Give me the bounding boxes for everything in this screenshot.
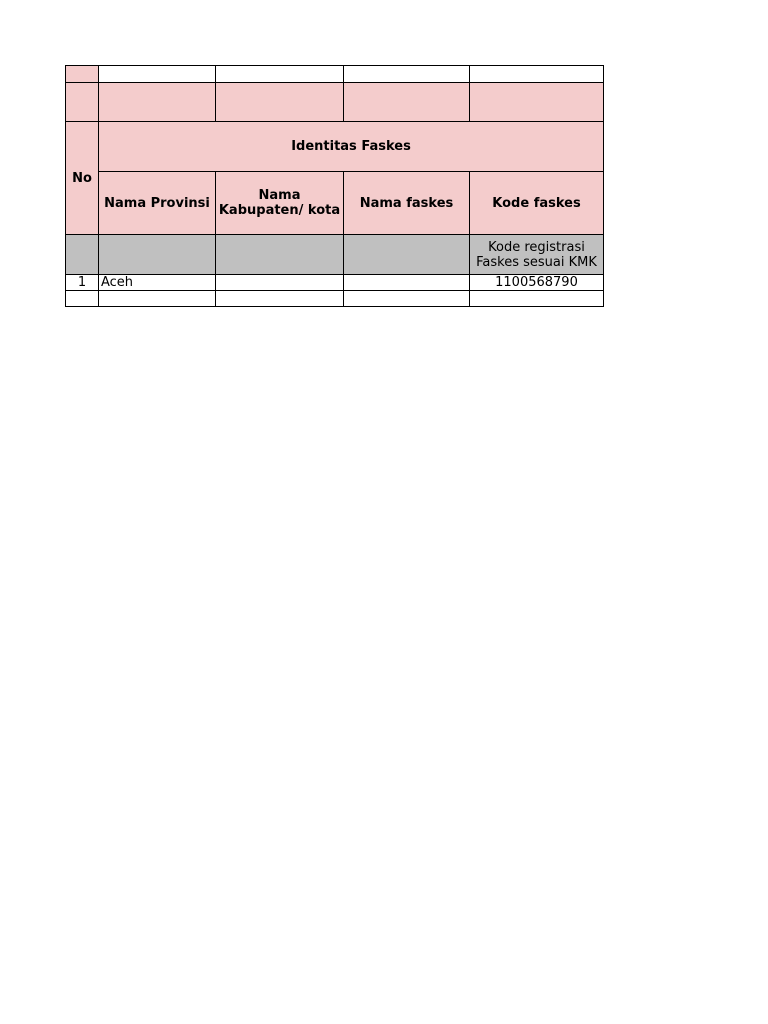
cell[interactable]: [66, 235, 99, 275]
table-row-empty: [66, 291, 604, 307]
cell[interactable]: [216, 235, 344, 275]
header-nama-provinsi[interactable]: Nama Provinsi: [99, 172, 216, 235]
cell[interactable]: [470, 291, 604, 307]
cell[interactable]: [66, 83, 99, 122]
header-columns-row: [66, 172, 604, 235]
cell[interactable]: [470, 83, 604, 122]
row-provinsi[interactable]: Aceh: [99, 275, 216, 291]
cell[interactable]: [216, 66, 344, 83]
cell[interactable]: [66, 291, 99, 307]
table-row: [66, 275, 604, 291]
cell[interactable]: [99, 291, 216, 307]
sheet-row-pink-blank: [66, 83, 604, 122]
sheet-row-empty-top: [66, 66, 604, 83]
cell[interactable]: [216, 83, 344, 122]
cell[interactable]: [344, 235, 470, 275]
row-kabupaten[interactable]: [216, 275, 344, 291]
header-no[interactable]: No: [66, 122, 99, 235]
header-nama-faskes[interactable]: Nama faskes: [344, 172, 470, 235]
header-identitas-faskes[interactable]: Identitas Faskes: [99, 122, 604, 172]
cell[interactable]: [99, 83, 216, 122]
cell[interactable]: [66, 66, 99, 83]
row-kode[interactable]: 1100568790: [470, 275, 604, 291]
cell[interactable]: [344, 291, 470, 307]
note-row: [66, 235, 604, 275]
row-no[interactable]: 1: [66, 275, 99, 291]
cell[interactable]: [99, 66, 216, 83]
header-kode-faskes[interactable]: Kode faskes: [470, 172, 604, 235]
cell[interactable]: [344, 66, 470, 83]
cell[interactable]: [344, 83, 470, 122]
cell[interactable]: [216, 291, 344, 307]
row-faskes[interactable]: [344, 275, 470, 291]
header-nama-kabupaten-kota[interactable]: Nama Kabupaten/ kota: [216, 172, 344, 235]
header-group-row: [66, 122, 604, 172]
cell[interactable]: [99, 235, 216, 275]
note-kode-registrasi[interactable]: Kode registrasi Faskes sesuai KMK: [470, 235, 604, 275]
cell[interactable]: [470, 66, 604, 83]
spreadsheet-table: [65, 65, 604, 307]
